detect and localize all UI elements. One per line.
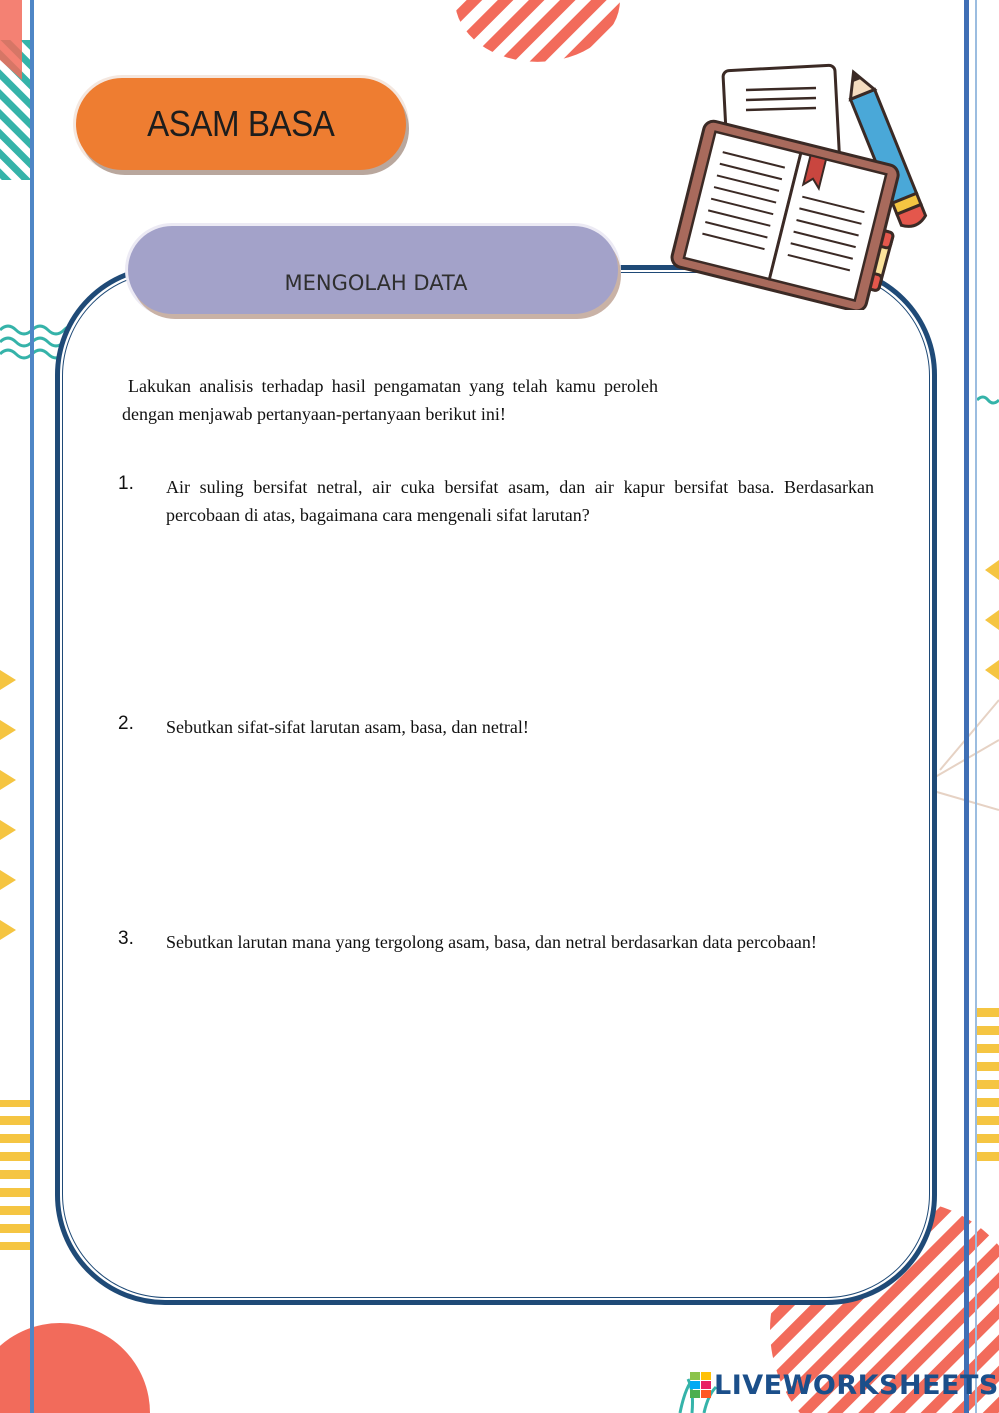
question-text: Sebutkan larutan mana yang tergolong asam, basa, dan netral berdasarkan data percobaan! (166, 932, 817, 952)
open-book-icon (670, 119, 900, 310)
notebook-pencil-illustration (660, 60, 940, 310)
liveworksheets-brand: LIVEWORKSHEETS (714, 1370, 999, 1401)
section-badge (128, 226, 618, 314)
liveworksheets-logo[interactable] (690, 1370, 999, 1401)
left-yellow-stripes (0, 1100, 30, 1250)
right-border-line (964, 0, 969, 1413)
right-yellow-triangles (985, 560, 999, 680)
section-title: MENGOLAH DATA (284, 271, 468, 295)
bottom-left-coral-circle (0, 1323, 150, 1413)
top-stripe-semicircle (455, 0, 620, 62)
question-text: Sebutkan sifat-sifat larutan asam, basa, dan netral! (166, 717, 529, 737)
left-yellow-triangles (0, 670, 16, 940)
question-1 (118, 473, 874, 529)
right-border-line-thin (975, 0, 977, 1413)
title-badge (76, 78, 406, 170)
right-teal-wave (977, 397, 999, 403)
right-yellow-stripes (977, 1000, 999, 1170)
question-2 (118, 713, 874, 741)
question-number: 3. (118, 928, 134, 949)
question-number: 2. (118, 713, 134, 734)
question-3 (118, 928, 874, 956)
liveworksheets-logo-icon (690, 1372, 712, 1400)
left-border-line (30, 0, 34, 1413)
question-number: 1. (118, 473, 134, 494)
instructions-text: Lakukan analisis terhadap hasil pengamatan yang telah kamu peroleh dengan menjawab pertanyaan-pertanyaan berikut ini! (122, 376, 658, 424)
question-text: Air suling bersifat netral, air cuka bersifat asam, dan air kapur bersifat basa. Berdasarkan percobaan di atas, bagaimana cara mengenali sifat larutan? (166, 477, 874, 525)
page-title: ASAM BASA (147, 103, 335, 144)
